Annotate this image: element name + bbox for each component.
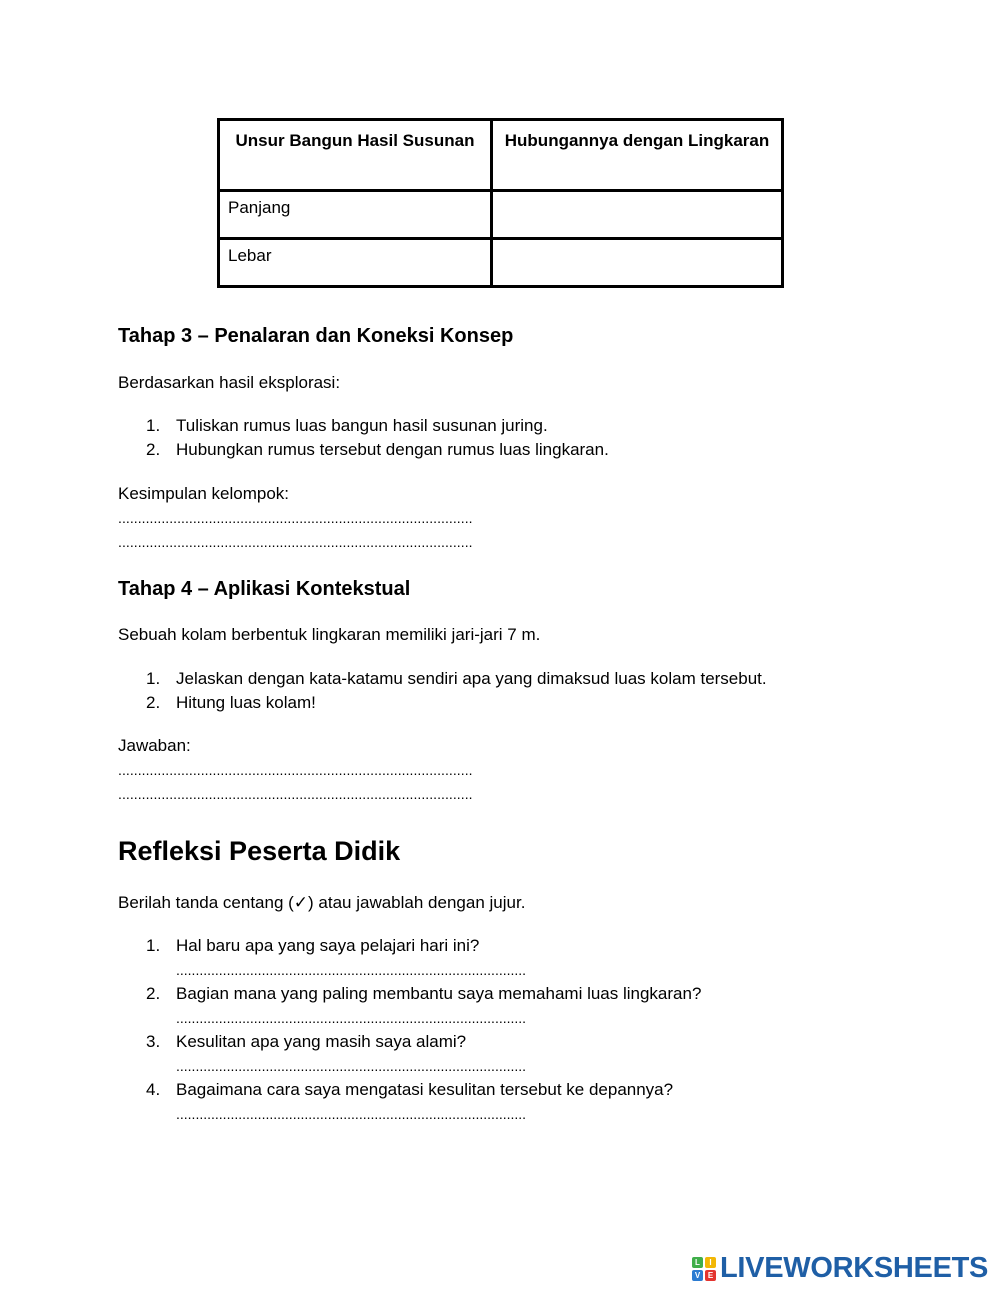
tahap3-heading: Tahap 3 – Penalaran dan Koneksi Konsep bbox=[118, 325, 514, 347]
tahap3-list bbox=[146, 414, 609, 462]
list-item: 1. Jelaskan dengan kata-katamu sendiri apa yang dimaksud luas kolam tersebut. bbox=[146, 669, 767, 688]
list-item: 1. Hal baru apa yang saya pelajari hari ini? bbox=[146, 936, 480, 955]
tahap4-intro: Sebuah kolam berbentuk lingkaran memiliki jari-jari 7 m. bbox=[118, 625, 541, 644]
table-cell-panjang-answer[interactable] bbox=[492, 191, 783, 239]
answer-line[interactable]: .......................................................................................... bbox=[118, 510, 473, 526]
liveworksheets-logo bbox=[692, 1252, 988, 1285]
list-item: 2. Hubungkan rumus tersebut dengan rumus luas lingkaran. bbox=[146, 440, 609, 459]
liveworksheets-logo-icon: L I V E bbox=[692, 1257, 716, 1281]
list-item: 3. Kesulitan apa yang masih saya alami? bbox=[146, 1032, 467, 1051]
answer-label: Jawaban: bbox=[118, 736, 191, 755]
refleksi-list bbox=[146, 934, 701, 1126]
table-row bbox=[219, 239, 783, 287]
table-cell-lebar-answer[interactable] bbox=[492, 239, 783, 287]
answer-line[interactable]: .......................................................................................... bbox=[176, 1058, 527, 1074]
list-item: 2. Bagian mana yang paling membantu saya memahami luas lingkaran? bbox=[146, 984, 702, 1003]
answer-line[interactable]: .......................................................................................... bbox=[118, 534, 473, 550]
answer-line[interactable]: .......................................................................................... bbox=[118, 786, 473, 802]
conclusion-label: Kesimpulan kelompok: bbox=[118, 484, 290, 503]
tahap4-heading: Tahap 4 – Aplikasi Kontekstual bbox=[118, 578, 411, 600]
unsur-table bbox=[217, 118, 784, 288]
logo-text: LIVEWORKSHEETS bbox=[720, 1252, 989, 1284]
tahap3-intro: Berdasarkan hasil eksplorasi: bbox=[118, 373, 341, 392]
refleksi-heading: Refleksi Peserta Didik bbox=[118, 836, 401, 866]
answer-line[interactable]: .......................................................................................... bbox=[118, 762, 473, 778]
table-cell-panjang: Panjang bbox=[219, 191, 492, 239]
answer-line[interactable]: .......................................................................................... bbox=[176, 962, 527, 978]
table-cell-lebar: Lebar bbox=[219, 239, 492, 287]
list-item: 1. Tuliskan rumus luas bangun hasil susunan juring. bbox=[146, 416, 548, 435]
answer-line[interactable]: .......................................................................................... bbox=[176, 1106, 527, 1122]
list-item: 4. Bagaimana cara saya mengatasi kesulitan tersebut ke depannya? bbox=[146, 1080, 674, 1099]
tahap4-list bbox=[146, 667, 767, 715]
table-header-hubungan: Hubungannya dengan Lingkaran bbox=[492, 120, 783, 191]
table-header-unsur: Unsur Bangun Hasil Susunan bbox=[219, 120, 492, 191]
table-row bbox=[219, 191, 783, 239]
answer-line[interactable]: .......................................................................................... bbox=[176, 1010, 527, 1026]
refleksi-intro: Berilah tanda centang (✓) atau jawablah dengan jujur. bbox=[118, 893, 526, 912]
list-item: 2. Hitung luas kolam! bbox=[146, 693, 316, 712]
